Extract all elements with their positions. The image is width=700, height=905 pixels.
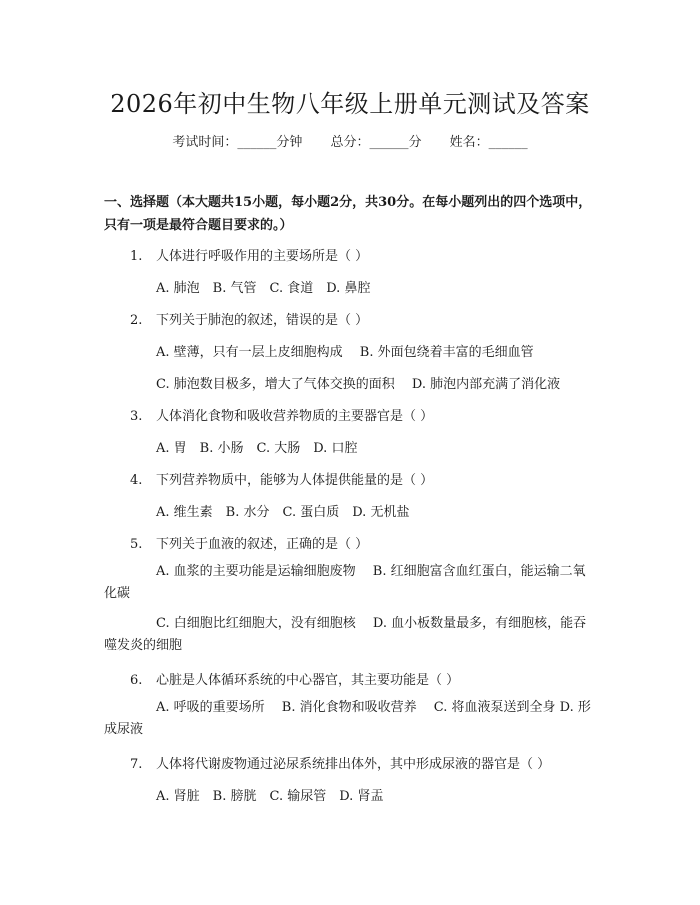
exam-info — [0, 131, 700, 150]
question-number: 3. — [130, 409, 143, 424]
question-4-options: A. 维生素 B. 水分 C. 蛋白质 D. 无机盐 — [156, 505, 410, 520]
question-text: 心脏是人体循环系统的中心器官，其主要功能是（ ） — [156, 673, 460, 688]
question-5-options-line-1: A. 血浆的主要功能是运输细胞废物 B. 红细胞富含血红蛋白，能运输二氧化碳 — [104, 564, 586, 601]
question-4 — [130, 469, 433, 488]
question-1-options: A. 肺泡 B. 气管 C. 食道 D. 鼻腔 — [156, 281, 371, 296]
question-text: 下列关于肺泡的叙述，错误的是（ ） — [156, 313, 369, 328]
question-text: 人体消化食物和吸收营养物质的主要器官是（ ） — [156, 409, 434, 424]
question-6-options: A. 呼吸的重要场所 B. 消化食物和吸收营养 C. 将血液泵送到全身 D. 形成尿液 — [104, 700, 591, 737]
section-header: 一、选择题（本大题共15小题，每小题2分，共30分。在每小题列出的四个选项中，只有一项是最符合题目要求的。） — [104, 195, 592, 233]
question-number: 4. — [130, 473, 143, 488]
question-6 — [130, 669, 459, 688]
question-2 — [130, 309, 368, 328]
exam-name: 姓名：______ — [449, 135, 528, 150]
question-7-options: A. 肾脏 B. 膀胱 C. 输尿管 D. 肾盂 — [156, 789, 384, 804]
question-text: 人体进行呼吸作用的主要场所是（ ） — [156, 249, 369, 264]
question-3-options: A. 胃 B. 小肠 C. 大肠 D. 口腔 — [156, 441, 358, 456]
question-text: 下列营养物质中，能够为人体提供能量的是（ ） — [156, 473, 434, 488]
question-number: 7. — [130, 757, 143, 772]
question-number: 6. — [130, 673, 143, 688]
question-5-options-line-2: C. 白细胞比红细胞大，没有细胞核 D. 血小板数量最多，有细胞核，能吞噬发炎的细胞 — [104, 616, 587, 653]
question-1 — [130, 245, 368, 264]
question-number: 1. — [130, 249, 143, 264]
page-title: 2026年初中生物八年级上册单元测试及答案 — [110, 90, 590, 118]
question-2-options-line-2: C. 肺泡数目极多，增大了气体交换的面积 D. 肺泡内部充满了消化液 — [156, 377, 561, 392]
question-number: 2. — [130, 313, 143, 328]
exam-time: 考试时间：______分钟 — [172, 135, 303, 150]
question-2-options-line-1: A. 壁薄，只有一层上皮细胞构成 B. 外面包绕着丰富的毛细血管 — [156, 345, 534, 360]
question-3 — [130, 405, 433, 424]
exam-score: 总分：______分 — [330, 135, 422, 150]
question-text: 人体将代谢废物通过泌尿系统排出体外，其中形成尿液的器官是（ ） — [156, 757, 551, 772]
question-text: 下列关于血液的叙述，正确的是（ ） — [156, 537, 369, 552]
question-7 — [130, 753, 550, 772]
question-5 — [130, 533, 368, 552]
question-number: 5. — [130, 537, 143, 552]
